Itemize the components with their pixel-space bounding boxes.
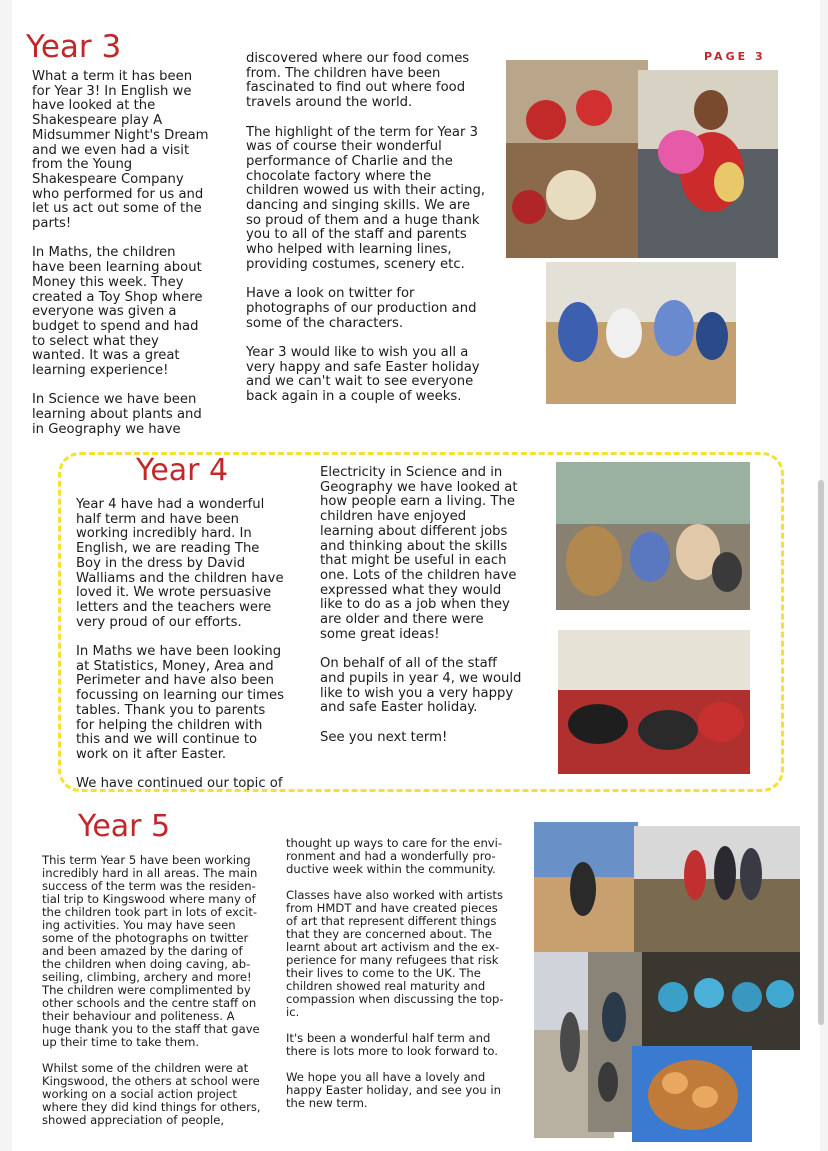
year3-paragraph: The highlight of the term for Year 3 was of course their wonderful performance of Charlie and the chocolate factory where the children wowed us with their acting, dancing and singing skills. We are so proud of them and a huge thank you to all of the staff and parents who helped with learning lines, providing costumes, scenery etc. [246,124,486,272]
year5-paragraph: We hope you all have a lovely and happy Easter holiday, and see you in the new term. [286,1070,501,1110]
year4-paragraph: We have continued our topic of [76,776,283,792]
year3-heading: Year 3 [26,29,122,65]
year4-column-2 [320,466,546,745]
year5-column-1 [42,854,288,1127]
year4-photo-hall-assembly [558,630,750,774]
year3-column-2 [246,52,508,405]
year4-paragraph: In Maths we have been looking at Statistics, Money, Area and Perimeter and have also been focussing on learning our times tables. Thank you to parents for helping the children with this and we will continue to work on it after Easter. [76,644,284,762]
year3-photo-girl-with-toy [638,70,778,258]
year4-paragraph: See you next term! [320,729,448,745]
year4-paragraph: Year 4 have had a wonderful half term and have been working incredibly hard. In English, we are reading The Boy in the dress by David Walliams and the children have loved it. We wrote persuasive letters and the teachers were very proud of our efforts. [76,497,284,630]
year5-paragraph: Whilst some of the children were at Kingswood, the others at school were working on a social action project where they did kind things for others, showed appreciation of people, [42,1061,261,1127]
year3-paragraph: In Science we have been learning about plants and in Geography we have [32,392,202,437]
page-number: PAGE 3 [704,50,766,63]
year5-paragraph: It's been a wonderful half term and there is lots more to look forward to. [286,1031,498,1058]
newsletter-page [12,0,820,1151]
year4-paragraph: On behalf of all of the staff and pupils in year 4, we would like to wish you a very happy and safe Easter holiday. [320,656,522,716]
year5-column-2 [286,837,530,1110]
year3-paragraph: Have a look on twitter for photographs of our production and some of the characters. [246,286,477,331]
year4-paragraph: Electricity in Science and in Geography we have looked at how people earn a living. The children have enjoyed learning about different jobs and thinking about the skills that might be useful in each one. Lots of the children have expressed what they would like to do as a job when they are older and there were some great ideas! [320,465,518,642]
scrollbar[interactable] [818,480,824,1025]
year4-photo-book-corner [556,462,750,610]
year3-paragraph: Year 3 would like to wish you all a very happy and safe Easter holiday and we can't wait to see everyone back again in a couple of weeks. [246,345,480,405]
year5-paragraph: Classes have also worked with artists from HMDT and have created pieces of art that represent different things that they are concerned about. The learnt about art activism and the ex- perience for many refugees that risk their lives to come to the UK. The children showed real maturity and compassion when discussing the top- ic. [286,888,504,1019]
year5-photo-raft-children [632,1046,752,1142]
year5-photo-woods [634,826,800,952]
year5-heading: Year 5 [78,809,171,844]
year3-photo-costumes [546,262,736,404]
year4-heading: Year 4 [136,453,229,488]
year3-paragraph: discovered where our food comes from. The children have been fascinated to find out where food travels around the world. [246,51,470,111]
year4-column-1 [76,498,316,792]
year3-paragraph: What a term it has been for Year 3! In English we have looked at the Shakespeare play A Midsummer Night's Dream and we even had a visit from the Young Shakespeare Company who performed for us and let us act out some of the parts! [32,69,209,232]
year5-paragraph: This term Year 5 have been working incredibly hard in all areas. The main success of the term was the residen- tial trip to Kingswood where many of the children took part in lots of excit- ing activities. You may have seen some of the photographs on twitter and been amazed by the daring of the children when doing caving, ab- seiling, climbing, archery and more! The children were complimented by other schools and the centre staff on their behaviour and politeness. A huge thank you to the staff that gave up their time to take them. [42,853,260,1049]
year5-paragraph: thought up ways to care for the envi- ronment and had a wonderfully pro- ductive week within the community. [286,836,503,876]
year3-photo-classroom-food [506,60,648,258]
year3-column-1 [32,70,244,438]
year3-paragraph: In Maths, the children have been learning about Money this week. They created a Toy Shop where everyone was given a budget to spend and had to select what they wanted. It was a great learning experience! [32,245,203,379]
year5-photo-caving-group [642,952,800,1050]
year5-photo-archery-hall [534,822,638,952]
